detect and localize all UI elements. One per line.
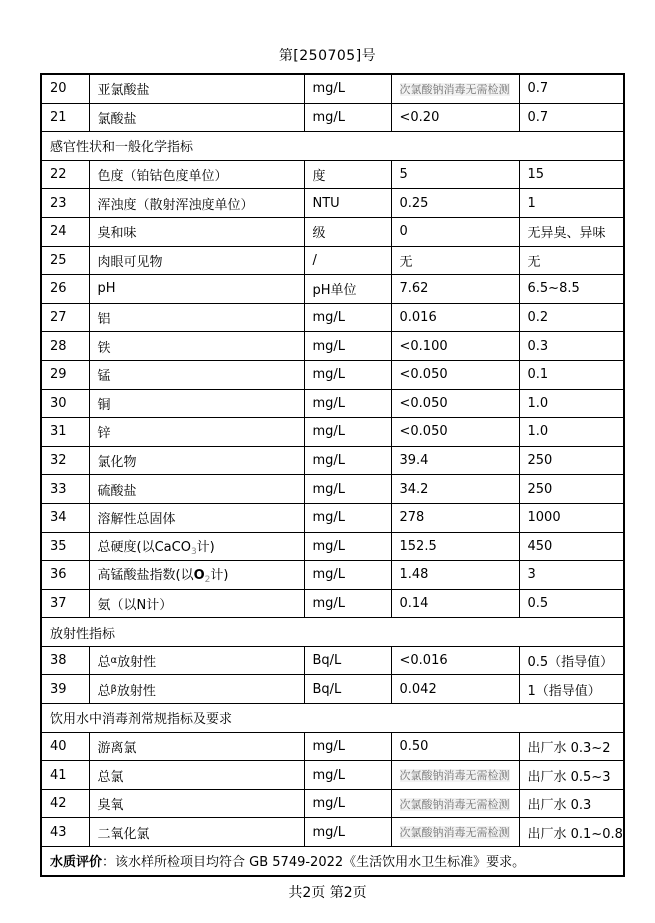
table-row [41,360,624,389]
row-number-cell [41,446,89,475]
table-row [41,103,624,132]
text-segment: 36 [50,567,67,583]
result-cell [391,789,519,818]
evaluation-row [41,847,624,876]
text-segment: 计) [210,568,229,584]
text-segment: 21 [50,109,67,125]
indicator-name-cell [89,503,304,532]
text-segment: 37 [50,595,67,611]
form-field-value: 次氯酸钠消毒无需检测 [399,82,510,96]
text-segment: mg/L [312,481,346,497]
unit-cell [304,160,391,189]
text-segment: 氯化物 [97,455,137,471]
result-cell [391,103,519,132]
form-field-value: 次氯酸钠消毒无需检测 [399,826,510,840]
text-segment: 25 [50,252,67,268]
text-segment: <0.050 [399,395,448,411]
text-segment: 0.25 [399,195,429,211]
result-cell [391,332,519,361]
limit-cell [519,761,624,790]
unit-cell [304,389,391,418]
unit-cell [304,789,391,818]
table-row [41,189,624,218]
text-segment: mg/L [312,81,346,97]
text-segment: mg/L [312,395,346,411]
text-segment: 7.62 [399,281,429,297]
water-quality-table [40,73,625,877]
row-number-cell [41,561,89,590]
text-segment: NTU [312,195,340,211]
text-segment: 34 [50,510,67,526]
row-number-cell [41,389,89,418]
table-row [41,275,624,304]
indicator-name-cell [89,217,304,246]
bold-text: O [193,568,205,584]
text-segment: 1 [527,195,536,211]
text-segment: 0.7 [527,81,549,97]
text-segment: 39 [50,681,67,697]
text-segment: mg/L [312,453,346,469]
text-segment: 感官性状和一般化学指标 [50,140,194,156]
row-number-cell [41,761,89,790]
text-segment: mg/L [312,738,346,754]
text-segment: pH [97,281,116,297]
text-segment: <0.100 [399,338,448,354]
limit-cell [519,103,624,132]
table-row [41,418,624,447]
text-segment: 铝 [97,312,111,328]
unit-cell [304,589,391,618]
text-segment: <0.050 [399,367,448,383]
section-label-cell [41,704,624,733]
indicator-name-cell [89,360,304,389]
limit-cell [519,675,624,704]
table-row [41,217,624,246]
page-footer: 共2页 第2页 [288,884,367,901]
text-segment: mg/L [312,310,346,326]
text-segment: 0.7 [527,109,549,125]
text-segment: 3 [527,567,536,583]
text-segment: 0.016 [399,310,437,326]
table-row [41,789,624,818]
superscript: β [110,683,117,695]
text-segment: 26 [50,281,67,297]
text-segment: 0.1 [527,367,549,383]
row-number-cell [41,646,89,675]
section-row [41,618,624,647]
text-segment: 无异臭、异味 [527,226,606,242]
unit-cell [304,818,391,847]
result-cell [391,160,519,189]
limit-cell [519,389,624,418]
text-segment: 臭和味 [97,226,137,242]
indicator-name-cell [89,303,304,332]
result-cell [391,589,519,618]
unit-cell [304,732,391,761]
form-field-value: 次氯酸钠消毒无需检测 [399,797,510,811]
text-segment: 15 [527,167,545,183]
indicator-name-cell [89,418,304,447]
limit-cell [519,160,624,189]
unit-cell [304,761,391,790]
text-segment: 放射性 [116,683,156,699]
unit-cell [304,446,391,475]
limit-cell [519,532,624,561]
text-segment: 0.14 [399,595,429,611]
text-segment: 放射性指标 [50,626,116,642]
text-segment: 250 [527,453,553,469]
text-segment: Bq/L [312,681,342,697]
indicator-name-cell [89,446,304,475]
text-segment: 1.48 [399,567,429,583]
text-segment: 0.50 [399,738,429,754]
table-row [41,246,624,275]
row-number-cell [41,818,89,847]
table-row [41,74,624,103]
limit-cell [519,189,624,218]
text-segment: mg/L [312,595,346,611]
text-segment: 42 [50,796,67,812]
text-segment: 33 [50,481,67,497]
text-segment: 35 [50,538,67,554]
text-segment: 级 [312,226,326,242]
row-number-cell [41,503,89,532]
subscript: 2 [204,575,211,586]
section-label-cell [41,618,624,647]
indicator-name-cell [89,675,304,704]
row-number-cell [41,103,89,132]
indicator-name-cell [89,475,304,504]
limit-cell [519,732,624,761]
text-segment: 1.0 [527,395,549,411]
result-cell [391,303,519,332]
text-segment: 0.042 [399,681,437,697]
text-segment: 度 [312,169,326,185]
text-segment: 饮用水中消毒剂常规指标及要求 [50,712,233,728]
row-number-cell [41,160,89,189]
text-segment: 总 [97,655,111,671]
document-number: 第[250705]号 [278,48,377,64]
text-segment: 溶解性总固体 [97,512,176,528]
limit-cell [519,818,624,847]
text-segment: <0.016 [399,653,448,669]
text-segment: mg/L [312,824,346,840]
text-segment: mg/L [312,767,346,783]
table-row [41,389,624,418]
section-label-cell [41,132,624,161]
row-number-cell [41,74,89,103]
limit-cell [519,446,624,475]
text-segment: mg/L [312,424,346,440]
unit-cell [304,246,391,275]
text-segment: mg/L [312,109,346,125]
section-row [41,132,624,161]
indicator-name-cell [89,74,304,103]
text-segment: 游离氯 [97,740,137,756]
row-number-cell [41,303,89,332]
row-number-cell [41,732,89,761]
result-cell [391,475,519,504]
text-segment: 铁 [97,340,111,356]
row-number-cell [41,475,89,504]
unit-cell [304,303,391,332]
text-segment: 32 [50,453,67,469]
bold-text: 水质评价 [50,855,103,871]
text-segment: mg/L [312,567,346,583]
table-row [41,503,624,532]
text-segment: <0.20 [399,109,440,125]
table-row [41,532,624,561]
row-number-cell [41,189,89,218]
evaluation-cell [41,847,624,876]
text-segment: 23 [50,195,67,211]
text-segment: 1.0 [527,424,549,440]
limit-cell [519,646,624,675]
result-cell [391,189,519,218]
text-segment: pH单位 [312,283,357,299]
text-segment: 40 [50,738,67,754]
table-row [41,732,624,761]
indicator-name-cell [89,246,304,275]
text-segment: 肉眼可见物 [97,254,163,270]
text-segment: 1000 [527,510,561,526]
result-cell [391,246,519,275]
table-row [41,561,624,590]
indicator-name-cell [89,646,304,675]
text-segment: 铜 [97,397,111,413]
limit-cell [519,561,624,590]
text-segment: / [312,252,317,268]
text-segment: 6.5~8.5 [527,281,580,297]
result-cell [391,446,519,475]
indicator-name-cell [89,275,304,304]
table-row [41,332,624,361]
indicator-name-cell [89,561,304,590]
text-segment: 28 [50,338,67,354]
text-segment: ：该水样所检项目均符合 GB 5749-2022《生活饮用水卫生标准》要求。 [102,855,526,871]
text-segment: 锌 [97,426,111,442]
indicator-name-cell [89,189,304,218]
text-segment: 总 [97,683,111,699]
text-segment: 氨（以N计） [97,597,173,613]
row-number-cell [41,246,89,275]
text-segment: 24 [50,224,67,240]
text-segment: 29 [50,367,67,383]
text-segment: 152.5 [399,538,437,554]
unit-cell [304,475,391,504]
result-cell [391,818,519,847]
table-row [41,303,624,332]
text-segment: 放射性 [117,655,157,671]
result-cell [391,532,519,561]
unit-cell [304,103,391,132]
unit-cell [304,503,391,532]
text-segment: 34.2 [399,481,429,497]
text-segment: 0.5 [527,595,549,611]
form-field-value: 次氯酸钠消毒无需检测 [399,769,510,783]
unit-cell [304,275,391,304]
superscript: α [110,655,118,667]
text-segment: 20 [50,81,67,97]
result-cell [391,646,519,675]
limit-cell [519,217,624,246]
limit-cell [519,418,624,447]
text-segment: 出厂水 0.3 [527,798,592,814]
unit-cell [304,74,391,103]
table-row [41,761,624,790]
result-cell [391,74,519,103]
row-number-cell [41,532,89,561]
text-segment: mg/L [312,796,346,812]
table-row [41,646,624,675]
text-segment: 0.5（指导值） [527,655,614,671]
text-segment: 5 [399,167,408,183]
table-row [41,160,624,189]
text-segment: 43 [50,824,67,840]
text-segment: 臭氧 [97,798,124,814]
text-segment: mg/L [312,538,346,554]
unit-cell [304,675,391,704]
table-row [41,589,624,618]
text-segment: 计) [196,539,215,555]
text-segment: 31 [50,424,67,440]
text-segment: 0.2 [527,310,549,326]
row-number-cell [41,675,89,704]
result-cell [391,275,519,304]
result-cell [391,561,519,590]
text-segment: <0.050 [399,424,448,440]
limit-cell [519,74,624,103]
text-segment: Bq/L [312,653,342,669]
text-segment: 450 [527,538,553,554]
text-segment: 0.3 [527,338,549,354]
result-cell [391,418,519,447]
text-segment: 出厂水 0.1~0.8 [527,826,623,842]
text-segment: 1（指导值） [527,683,601,699]
text-segment: mg/L [312,367,346,383]
subscript: 3 [190,546,197,557]
row-number-cell [41,217,89,246]
row-number-cell [41,418,89,447]
text-segment: 27 [50,310,67,326]
text-segment: 总氯 [97,769,124,785]
section-row [41,704,624,733]
text-segment: 39.4 [399,453,429,469]
result-cell [391,389,519,418]
text-segment: 色度（铂钴色度单位） [97,169,228,185]
result-cell [391,732,519,761]
text-segment: 41 [50,767,67,783]
text-segment: mg/L [312,510,346,526]
text-segment: 22 [50,167,67,183]
text-segment: 总硬度(以CaCO [97,539,191,555]
indicator-name-cell [89,761,304,790]
limit-cell [519,789,624,818]
indicator-name-cell [89,532,304,561]
limit-cell [519,360,624,389]
result-cell [391,503,519,532]
text-segment: 浑浊度（散射浑浊度单位） [97,197,254,213]
indicator-name-cell [89,732,304,761]
text-segment: 高锰酸盐指数(以 [97,568,194,584]
indicator-name-cell [89,818,304,847]
text-segment: 亚氯酸盐 [97,83,150,99]
indicator-name-cell [89,389,304,418]
row-number-cell [41,360,89,389]
indicator-name-cell [89,789,304,818]
unit-cell [304,332,391,361]
result-cell [391,360,519,389]
limit-cell [519,332,624,361]
result-cell [391,761,519,790]
table-row [41,675,624,704]
indicator-name-cell [89,103,304,132]
text-segment: 出厂水 0.5~3 [527,769,611,785]
limit-cell [519,303,624,332]
unit-cell [304,532,391,561]
row-number-cell [41,789,89,818]
unit-cell [304,646,391,675]
row-number-cell [41,332,89,361]
unit-cell [304,189,391,218]
text-segment: 278 [399,510,425,526]
unit-cell [304,418,391,447]
text-segment: 硫酸盐 [97,483,137,499]
unit-cell [304,561,391,590]
text-segment: 锰 [97,369,111,385]
table-row [41,475,624,504]
text-segment: 无 [399,254,413,270]
text-segment: 38 [50,653,67,669]
text-segment: 无 [527,254,541,270]
table-row [41,818,624,847]
text-segment: 30 [50,395,67,411]
text-segment: mg/L [312,338,346,354]
text-segment: 二氧化氯 [97,826,150,842]
row-number-cell [41,275,89,304]
indicator-name-cell [89,589,304,618]
unit-cell [304,217,391,246]
limit-cell [519,475,624,504]
text-segment: 250 [527,481,553,497]
indicator-name-cell [89,332,304,361]
table-row [41,446,624,475]
limit-cell [519,589,624,618]
unit-cell [304,360,391,389]
text-segment: 氯酸盐 [97,111,137,127]
indicator-name-cell [89,160,304,189]
text-segment: 0 [399,224,408,240]
result-cell [391,675,519,704]
limit-cell [519,503,624,532]
row-number-cell [41,589,89,618]
result-cell [391,217,519,246]
text-segment: 出厂水 0.3~2 [527,740,611,756]
limit-cell [519,275,624,304]
limit-cell [519,246,624,275]
